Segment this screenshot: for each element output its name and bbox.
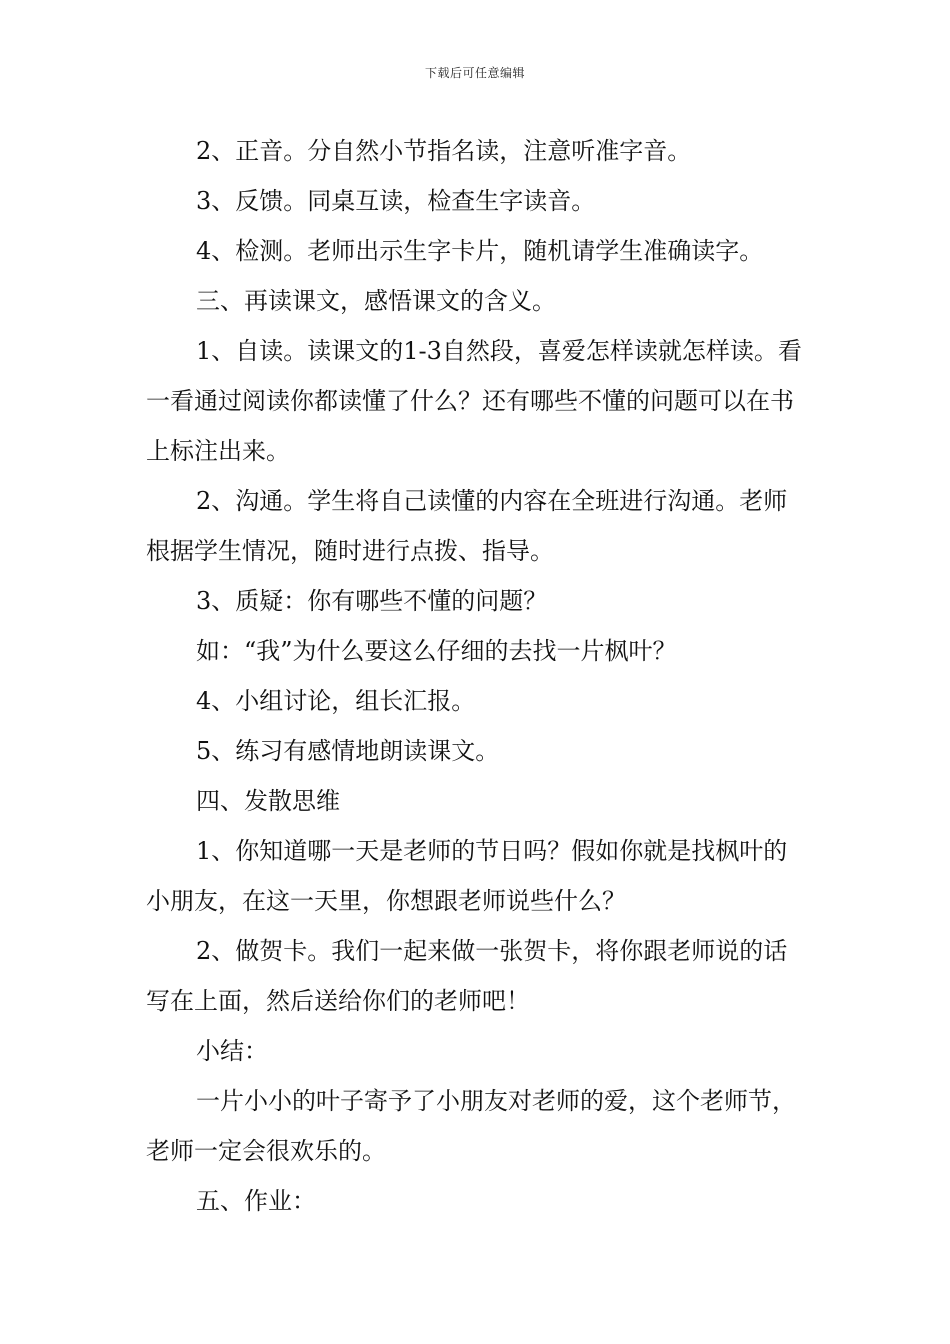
paragraph-communication: 2、沟通。学生将自己读懂的内容在全班进行沟通。老师根据学生情况，随时进行点拨、指导。 bbox=[146, 487, 788, 565]
paragraph-summary: 一片小小的叶子寄予了小朋友对老师的爱，这个老师节，老师一定会很欢乐的。 bbox=[146, 1087, 796, 1165]
paragraph-example-question: 如：“我”为什么要这么仔细的去找一片枫叶？ bbox=[196, 637, 677, 665]
section-heading-5: 五、作业： bbox=[196, 1187, 316, 1215]
section-heading-4: 四、发散思维 bbox=[196, 787, 340, 815]
section-heading-3: 三、再读课文，感悟课文的含义。 bbox=[196, 287, 556, 315]
document-body bbox=[146, 126, 810, 1226]
paragraph-reading-practice: 5、练习有感情地朗读课文。 bbox=[196, 737, 500, 765]
page-header: 下载后可任意编辑 bbox=[424, 66, 525, 80]
paragraph-group-discussion: 4、小组讨论，组长汇报。 bbox=[196, 687, 476, 715]
paragraph-check: 4、检测。老师出示生字卡片，随机请学生准确读字。 bbox=[196, 237, 764, 265]
paragraph-feedback: 3、反馈。同桌互读，检查生字读音。 bbox=[196, 187, 596, 215]
summary-label: 小结： bbox=[196, 1037, 268, 1065]
paragraph-greeting-card: 2、做贺卡。我们一起来做一张贺卡，将你跟老师说的话写在上面，然后送给你们的老师吧！ bbox=[146, 937, 788, 1015]
paragraph-teachers-day: 1、你知道哪一天是老师的节日吗？假如你就是找枫叶的小朋友，在这一天里，你想跟老师说些什么？ bbox=[146, 837, 788, 915]
paragraph-self-reading: 1、自读。读课文的1-3自然段，喜爱怎样读就怎样读。看一看通过阅读你都读懂了什么？还有哪些不懂的问题可以在书上标注出来。 bbox=[146, 337, 802, 465]
paragraph-questioning: 3、质疑：你有哪些不懂的问题？ bbox=[196, 587, 548, 615]
paragraph-pronunciation: 2、正音。分自然小节指名读，注意听准字音。 bbox=[196, 137, 692, 165]
